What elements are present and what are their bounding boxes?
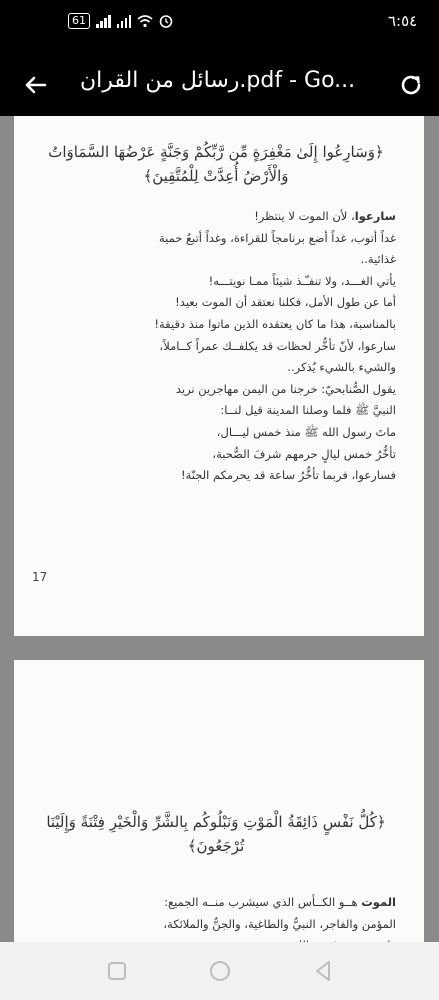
battery-icon: 61 [68,13,90,29]
page-number: 17 [32,570,48,584]
triangle-back-icon[interactable] [308,956,338,986]
arrow-left-icon[interactable] [18,67,54,103]
section-heading: الموت [361,895,396,909]
page-text [34,206,396,487]
pdf-page [14,660,424,960]
text-line: ماتَ رسول الله ﷺ منذ خمس ليـــال، [216,424,396,439]
pdf-page [14,116,424,636]
text-line: غداً أتوب، غداً أضع برنامجاً للقراءة، وغداً أتبعُ حمية [158,230,396,245]
document-title: رسائل من القران.pdf - Go... [80,68,356,93]
text-line: الموت هــو الكــأس الذي سيشرب منــه الجميع: [164,895,396,909]
quran-verse: ﴿وَسَارِعُوا إِلَىٰ مَغْفِرَةٍ مِّن رَّبِّكُمْ وَجَنَّةٍ عَرْضُهَا السَّمَاوَاتُ وَالْأَرْضُ أُعِدَّتْ لِلْمُتَّقِينَ﴾ [48,143,384,185]
status-bar [0,0,439,40]
text-line: بالمناسبة، هذا ما كان يعتقده الذين ماتوا منذ دقيقة! [154,316,396,331]
text-line: والشيء بالشيء يُذكر.. [287,360,396,375]
text-line: يأتي الغـــد، ولا تنفـّـذ شيئاً ممـا نويتـــه! [208,273,396,288]
square-icon[interactable] [102,956,132,986]
text-line: سارعوا، لأن الموت لا ينتظر! [254,209,396,223]
text-line: فسارعوا، فربما تأخُّرُ ساعة قد يحرمكم الجنّة! [180,468,396,483]
text-line: غذائية.. [360,252,396,267]
text-line: تأخُّرُ خمس ليالٍ حرمهم شرفَ الصُّحبة، [212,446,396,461]
text-line: يقول الصُّنابحيّ: خرجنا من اليمن مهاجرين نريد [175,381,396,396]
signal-icon-2 [117,15,132,28]
wifi-icon [137,14,153,28]
status-time: ٦:٥٤ [388,12,418,30]
pdf-viewer[interactable] [0,116,439,942]
navigation-bar [0,942,439,1000]
text-line: المؤمن والفاجر، النبيُّ والطاغية، والجنُّ والملائكة، [163,916,396,931]
circle-icon[interactable] [205,956,235,986]
text-line: النبيَّ ﷺ فلما وصلنا المدينة قيل لنــا: [220,403,396,418]
text-line: أما عن طول الأمل، فكلنا نعتقد أن الموت بعيد! [175,295,396,310]
quran-verse: ﴿كُلُّ نَفْسٍ ذَائِقَةُ الْمَوْتِ وَنَبْلُوكُم بِالشَّرِّ وَالْخَيْرِ فِتْنَةً وَإِلَيْنَا تُرْجَعُونَ﴾ [46,813,386,855]
section-heading: سارعوا [354,209,396,223]
status-icons [68,10,173,32]
alarm-icon [159,14,173,28]
signal-icon [96,15,111,28]
refresh-icon[interactable] [393,67,429,103]
text-line: سارعوا، لأنّ تأخُّر لحظات قد يكلفــك عمراً كــاملاً، [159,338,396,353]
